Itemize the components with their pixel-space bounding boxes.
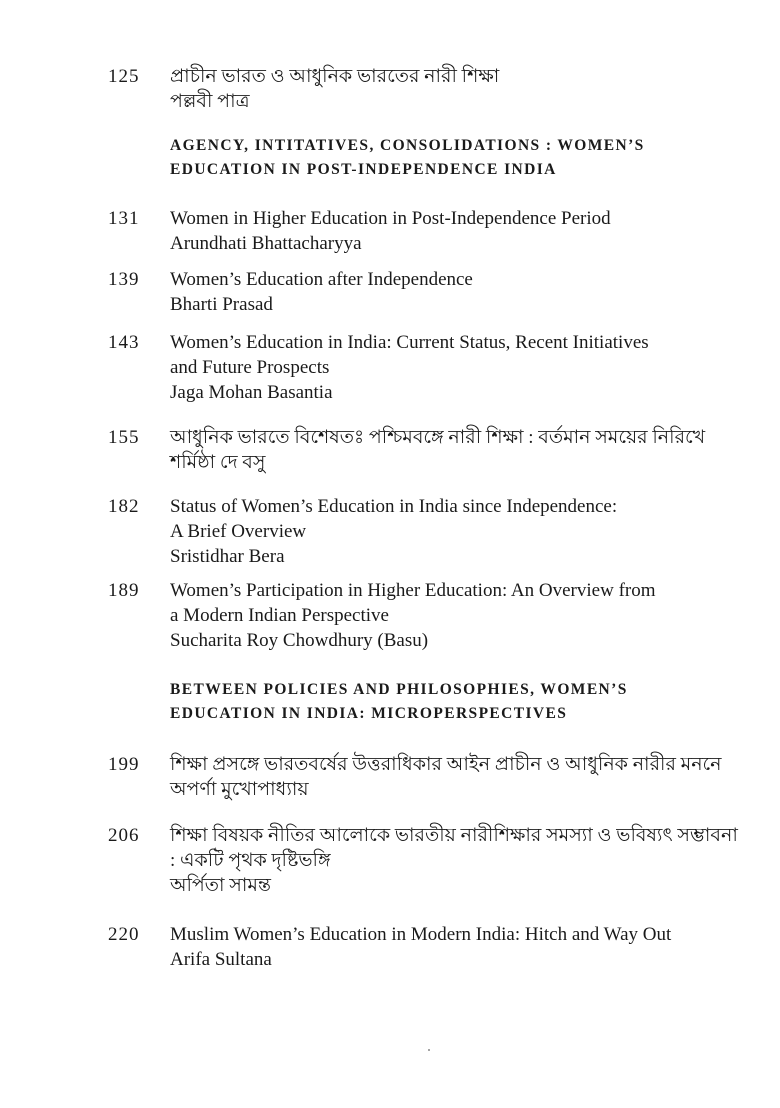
entry-author: অর্পিতা সামন্ত [170,875,272,896]
entry-body [170,64,710,114]
page-speck [428,1049,430,1051]
page-number: 182 [108,496,140,517]
entry-author: অপর্ণা মুখোপাধ্যায় [170,779,309,800]
entry-body [170,752,722,802]
entry-body [170,578,710,653]
page-number: 199 [108,754,140,775]
page-number: 143 [108,332,140,353]
entry-author: Sucharita Roy Chowdhury (Basu) [170,630,429,651]
entry-author: শর্মিষ্ঠা দে বসু [170,452,266,473]
page-number: 139 [108,269,140,290]
page-number: 131 [108,208,140,229]
page-number: 155 [108,427,140,448]
section-heading-line: EDUCATION IN INDIA: MICROPERSPECTIVES [170,705,568,722]
page-number: 220 [108,924,140,945]
entry-title: শিক্ষা প্রসঙ্গে ভারতবর্ষের উত্তরাধিকার আইন প্রাচীন ও আধুনিক নারীর মননে [170,754,722,775]
section-heading-line: AGENCY, INTITATIVES, CONSOLIDATIONS : WOMEN’S [170,137,645,154]
entry-body [170,330,710,405]
entry-title: : একটি পৃথক দৃষ্টিভঙ্গি [170,850,331,871]
entry-body [170,922,710,972]
entry-title: Women’s Education in India: Current Status, Recent Initiatives [170,332,649,353]
entry-title: আধুনিক ভারতে বিশেষতঃ পশ্চিমবঙ্গে নারী শিক্ষা : বর্তমান সময়ের নিরিখে [170,427,706,448]
entry-author: Jaga Mohan Basantia [170,382,333,403]
section-heading [170,678,710,726]
entry-author: Bharti Prasad [170,294,273,315]
entry-body [170,823,738,898]
entry-body [170,425,710,475]
page-number: 206 [108,825,140,846]
entry-author: পল্লবী পাত্র [170,91,250,112]
entry-title: A Brief Overview [170,521,307,542]
section-heading-line: EDUCATION IN POST-INDEPENDENCE INDIA [170,161,557,178]
entry-author: Arifa Sultana [170,949,272,970]
entry-title: শিক্ষা বিষয়ক নীতির আলোকে ভারতীয় নারীশিক্ষার সমস্যা ও ভবিষ্যৎ সম্ভাবনা [170,825,738,846]
entry-author: Arundhati Bhattacharyya [170,233,362,254]
entry-title: Status of Women’s Education in India since Independence: [170,496,618,517]
entry-body [170,267,710,317]
entry-title: a Modern Indian Perspective [170,605,389,626]
section-heading-line: BETWEEN POLICIES AND PHILOSOPHIES, WOMEN’S [170,681,628,698]
entry-title: Women’s Education after Independence [170,269,473,290]
entry-title: Women’s Participation in Higher Education: An Overview from [170,580,656,601]
page-number: 189 [108,580,140,601]
entry-body [170,494,710,569]
page-number: 125 [108,66,140,87]
entry-title: Muslim Women’s Education in Modern India: Hitch and Way Out [170,924,672,945]
section-heading [170,134,710,182]
entry-title: Women in Higher Education in Post-Independence Period [170,208,611,229]
entry-title: প্রাচীন ভারত ও আধুনিক ভারতের নারী শিক্ষা [170,66,500,87]
entry-title: and Future Prospects [170,357,330,378]
entry-author: Sristidhar Bera [170,546,285,567]
entry-body [170,206,710,256]
